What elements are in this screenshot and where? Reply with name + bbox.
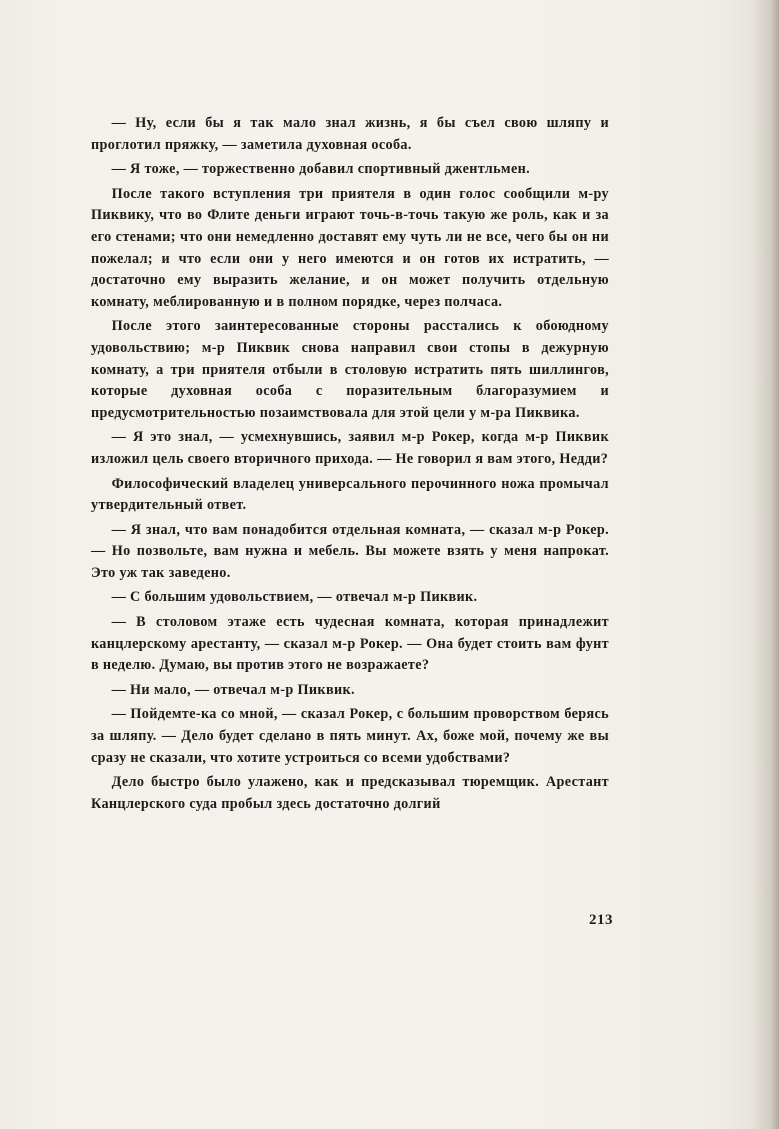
body-text — [91, 113, 609, 818]
paragraph: После этого заинтересованные стороны расстались к обоюдному удовольствию; м-р Пиквик снова направил свои стопы в дежурную комнату, а три приятеля отбыли в столовую истратить пять шиллингов, которые духовная особа с поразительным благоразумием и предусмотрительностью позаимствовала для этой цели у м-ра Пиквика. — [91, 318, 609, 421]
paragraph: — Ну, если бы я так мало знал жизнь, я бы съел свою шляпу и проглотил пряжку, — заметила духовная особа. — [91, 115, 609, 153]
paragraph: — Я знал, что вам понадобится отдельная комната, — сказал м-р Рокер. — Но позвольте, вам нужна и мебель. Вы можете взять у меня напрокат. Это уж так заведено. — [91, 521, 609, 581]
paragraph: Дело быстро было улажено, как и предсказывал тюремщик. Арестант Канцлерского суда пробыл здесь достаточно долгий — [91, 774, 609, 812]
paragraph: После такого вступления три приятеля в один голос сообщили м-ру Пиквику, что во Флите деньги играют точь-в-точь такую же роль, как и за его стенами; что они немедленно доставят ему чуть ли не все, чего бы он ни пожелал; и что если они у него имеются и он готов их истратить, — достаточно ему выразить желание, и он может получить отдельную комнату, меблированную и в полном порядке, через полчаса. — [91, 185, 609, 310]
page-edge-shadow — [751, 0, 779, 1129]
paragraph: — Ни мало, — отвечал м-р Пиквик. — [111, 681, 355, 698]
paragraph: — Пойдемте-ка со мной, — сказал Рокер, с большим проворством берясь за шляпу. — Дело будет сделано в пять минут. Ах, боже мой, почему же вы сразу не сказали, что хотите устроиться со всеми удобствами? — [91, 706, 609, 766]
paragraph: — Я это знал, — усмехнувшись, заявил м-р Рокер, когда м-р Пиквик изложил цель своего вторичного прихода. — Не говорил я вам этого, Недди? — [91, 429, 609, 467]
page-number: 213 — [589, 912, 613, 928]
paragraph: — Я тоже, — торжественно добавил спортивный джентльмен. — [111, 161, 531, 178]
paragraph: Философический владелец универсального перочинного ножа промычал утвердительный ответ. — [91, 475, 609, 514]
paragraph: — С большим удовольствием, — отвечал м-р Пиквик. — [111, 589, 478, 606]
paragraph: — В столовом этаже есть чудесная комната, которая принадлежит канцлерскому арестанту, — сказал м-р Рокер. — Она будет стоить вам фунт в неделю. Думаю, вы против этого не возражаете? — [91, 614, 609, 674]
